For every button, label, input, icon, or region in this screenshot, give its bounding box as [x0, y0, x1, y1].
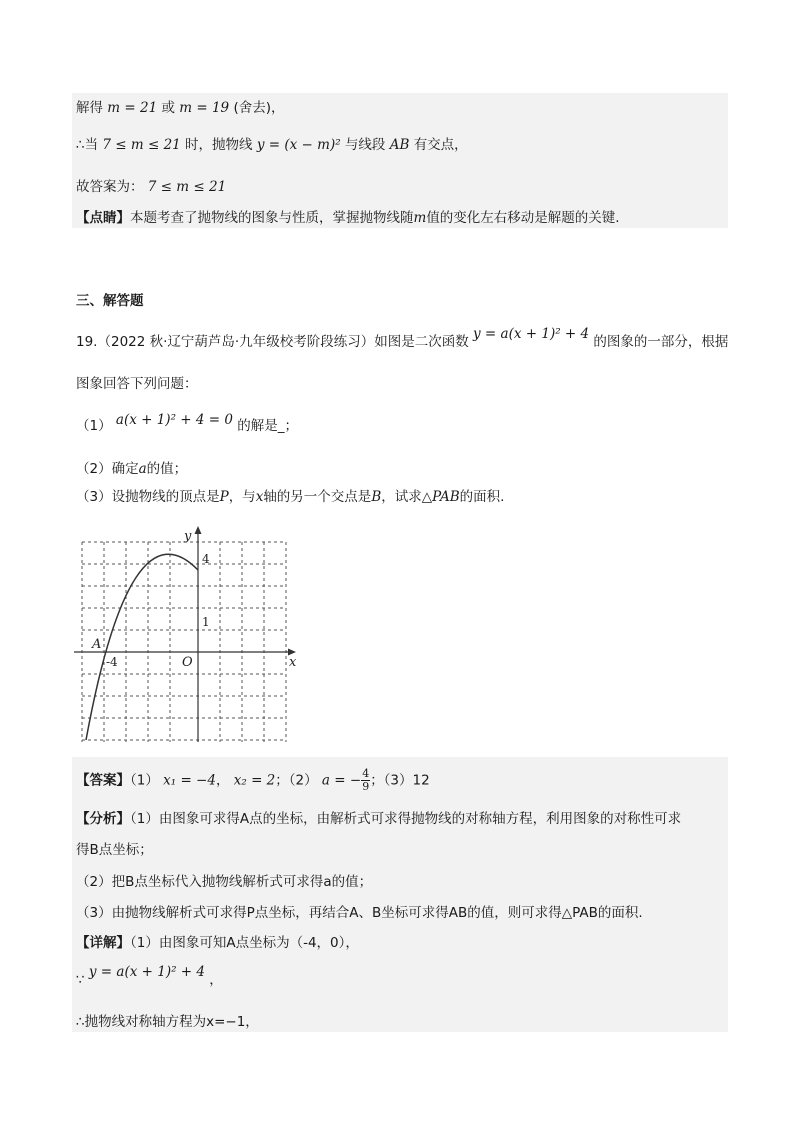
analysis-line-3: （2）把B点坐标代入抛物线解析式可求得a的值；	[76, 874, 373, 890]
question-19-part-3: （3）设抛物线的顶点是P，与x轴的另一个交点是B，试求△PAB的面积.	[76, 489, 505, 505]
solution-line-3: 故答案为： 7 ≤ m ≤ 21	[76, 179, 227, 195]
answer-block	[72, 757, 728, 1032]
y-axis-label: y	[184, 529, 192, 544]
detail-line-1: 【详解】（1）由图象可知A点坐标为（-4，0），	[76, 935, 359, 951]
solution-line-2: ∴当 7 ≤ m ≤ 21 时，抛物线 y = (x − m)² 与线段 AB 有交点，	[76, 137, 468, 153]
y-axis-arrow	[195, 526, 202, 534]
tick-label-1: 1	[202, 615, 210, 629]
analysis-line-4: （3）由抛物线解析式可求得P点坐标，再结合A、B坐标可求得AB的值，则可求得△PAB的面积.	[76, 905, 643, 921]
parabola-graph	[70, 520, 310, 750]
section-title: 三、解答题	[76, 293, 144, 309]
origin-label: O	[182, 655, 193, 670]
dashed-grid	[82, 542, 286, 742]
solution-line-4: 【点睛】本题考查了抛物线的图象与性质，掌握抛物线随m值的变化左右移动是解题的关键.	[76, 210, 620, 226]
detail-line-2: ∵ y = a(x + 1)² + 4 ，	[76, 964, 223, 988]
point-a-label: A	[92, 637, 102, 652]
fraction: $\frac{4}{9}$	[362, 767, 370, 793]
question-19-line-1: 19.（2022 秋·辽宁葫芦岛·九年级校考阶段练习）如图是二次函数 y = a(x + 1)² + 4 的图象的一部分，根据	[76, 326, 729, 350]
question-19-part-2: （2）确定a的值；	[76, 461, 188, 477]
question-19-part-1: （1） a(x + 1)² + 4 = 0 的解是_；	[76, 412, 298, 434]
question-19-line-2: 图象回答下列问题：	[76, 376, 198, 392]
solution-line-1: 解得 m = 21 或 m = 19 (舍去)，	[76, 100, 285, 116]
tick-label-neg4: -4	[106, 655, 118, 669]
x-axis-label: x	[289, 655, 297, 670]
detail-line-3: ∴抛物线对称轴方程为x=−1，	[76, 1014, 259, 1030]
answer-line: 【答案】（1） x₁ = −4， x₂ = 2；（2） a = − $\frac{4}{9}$ ；（3）12	[76, 767, 430, 793]
parabola-curve	[86, 554, 198, 740]
analysis-line-1: 【分析】（1）由图象可求得A点的坐标，由解析式可求得抛物线的对称轴方程，利用图象的对称性可求	[76, 811, 682, 827]
analysis-line-2: 得B点坐标；	[76, 842, 153, 858]
tick-label-4: 4	[202, 552, 210, 566]
